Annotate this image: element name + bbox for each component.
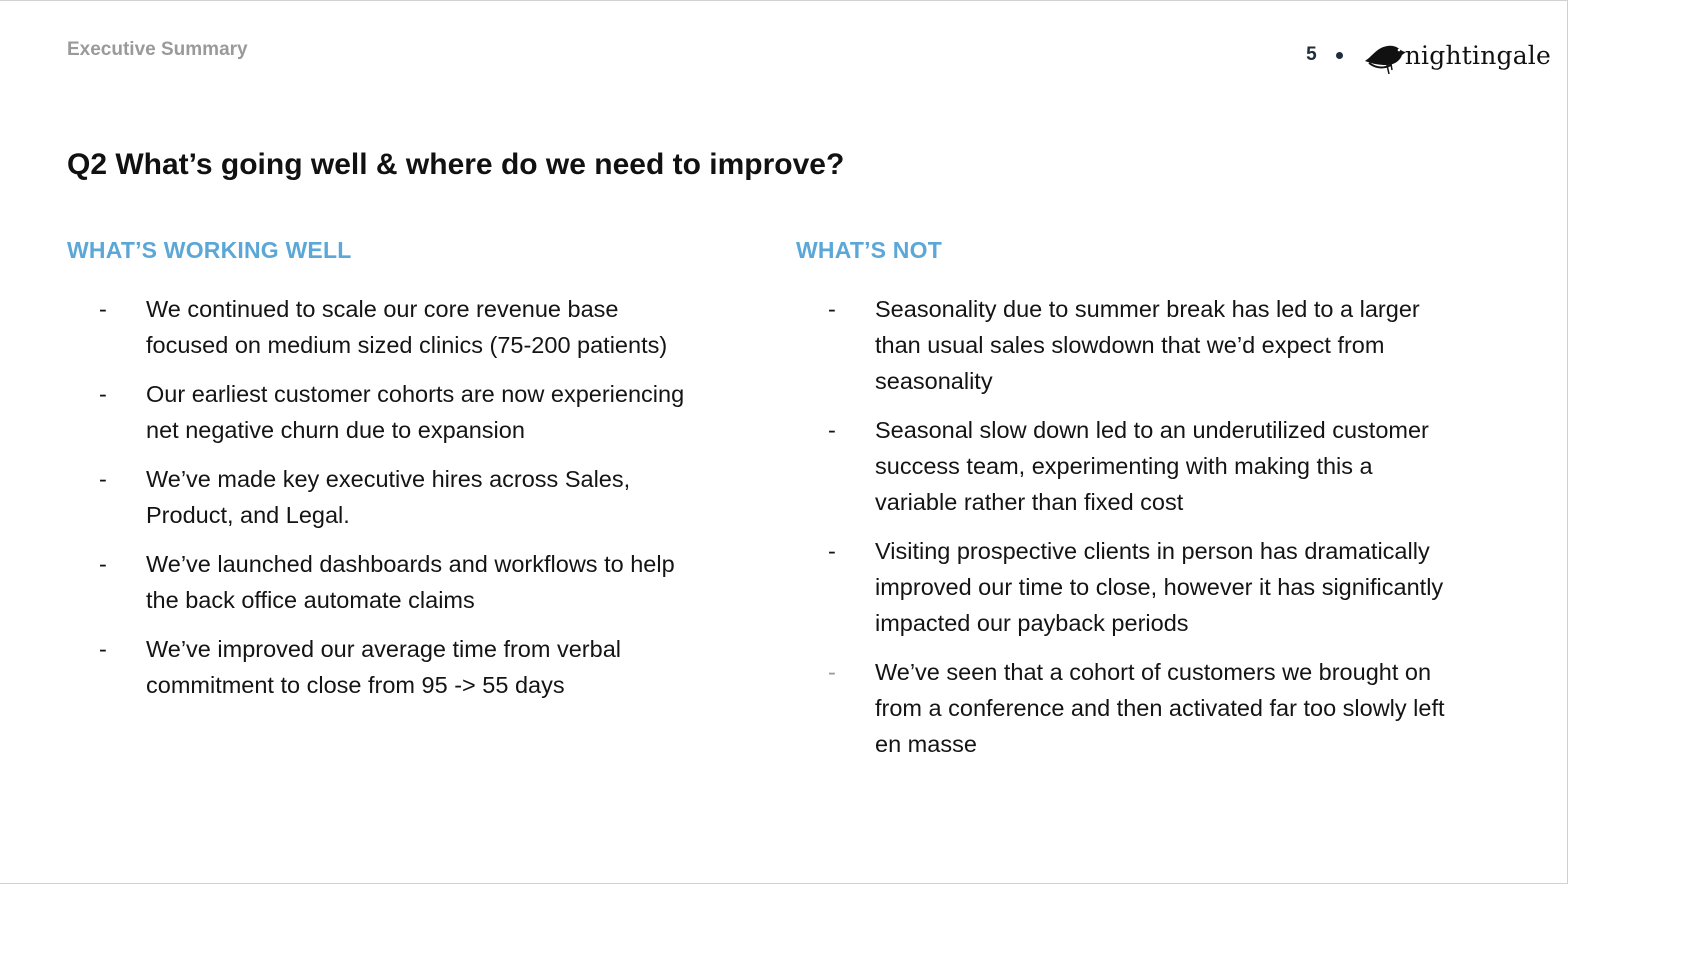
list-item <box>796 533 1446 641</box>
list-item <box>67 631 707 703</box>
bullet-dash: - <box>99 466 107 492</box>
bullet-text: We’ve improved our average time from verbal commitment to close from 95 -> 55 days <box>146 636 621 698</box>
bird-logo-icon <box>1363 35 1409 75</box>
whats-not-column <box>796 237 1446 775</box>
nightingale-logo <box>1363 35 1551 75</box>
slide-header-right <box>1306 35 1551 75</box>
bullet-dash: - <box>828 417 836 443</box>
list-item <box>796 412 1446 520</box>
working-well-heading: WHAT’S WORKING WELL <box>67 237 352 263</box>
bullet-text: We’ve seen that a cohort of customers we brought on from a conference and then activated far too slowly left en masse <box>875 659 1445 757</box>
bullet-text: We’ve made key executive hires across Sales, Product, and Legal. <box>146 466 631 528</box>
bullet-text: Seasonal slow down led to an underutilized customer success team, experimenting with making this a variable rather than fixed cost <box>875 417 1429 515</box>
bullet-dash: - <box>99 381 107 407</box>
bullet-dash: - <box>99 551 107 577</box>
logo-wordmark: nightingale <box>1404 40 1551 70</box>
separator-dot <box>1336 52 1343 59</box>
section-label: Executive Summary <box>67 39 248 60</box>
bullet-text: Visiting prospective clients in person has dramatically improved our time to close, however it has significantly impacted our payback periods <box>875 538 1444 636</box>
list-item <box>67 291 707 363</box>
whats-not-heading: WHAT’S NOT <box>796 237 942 263</box>
bullet-text: Our earliest customer cohorts are now experiencing net negative churn due to expansion <box>146 381 685 443</box>
working-well-list <box>67 291 707 703</box>
list-item <box>67 461 707 533</box>
bullet-dash: - <box>828 296 836 322</box>
list-item <box>796 654 1446 762</box>
page-number: 5 <box>1306 44 1317 65</box>
bullet-dash: - <box>99 296 107 322</box>
bullet-text: We continued to scale our core revenue base focused on medium sized clinics (75-200 patients) <box>146 296 668 358</box>
list-item <box>67 546 707 618</box>
working-well-column <box>67 237 707 716</box>
bullet-text: Seasonality due to summer break has led to a larger than usual sales slowdown that we’d expect from seasonality <box>875 296 1420 394</box>
list-item <box>796 291 1446 399</box>
slide-title: Q2 What’s going well & where do we need to improve? <box>67 148 845 181</box>
bullet-text: We’ve launched dashboards and workflows to help the back office automate claims <box>146 551 675 613</box>
list-item <box>67 376 707 448</box>
whats-not-list <box>796 291 1446 762</box>
bullet-dash: - <box>99 636 107 662</box>
bullet-dash: - <box>828 538 836 564</box>
bullet-dash: - <box>828 659 836 685</box>
